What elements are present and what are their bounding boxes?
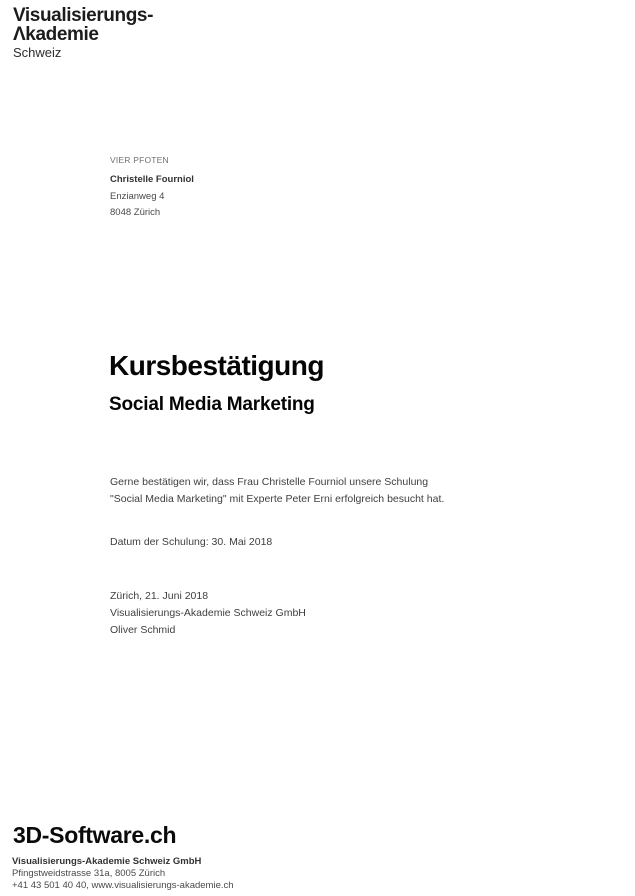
logo-line-2: Λkademie (13, 24, 99, 45)
footer-address: Pfingstweidstrasse 31a, 8005 Zürich (12, 868, 166, 879)
confirmation-line-1: Gerne bestätigen wir, dass Frau Christelle Fourniol unsere Schulung (110, 475, 429, 488)
recipient-name: Christelle Fourniol (110, 174, 194, 185)
company-logo (13, 6, 153, 60)
signature-block (110, 588, 306, 639)
recipient-city: 8048 Zürich (110, 207, 161, 218)
recipient-address-block (110, 155, 194, 223)
logo-country: Schweiz (13, 45, 62, 60)
footer-phone-web: +41 43 501 40 40, www.visualisierungs-akademie.ch (12, 880, 234, 891)
course-title: Social Media Marketing (109, 394, 315, 415)
recipient-street: Enzianweg 4 (110, 191, 165, 202)
recipient-organization: VIER PFOTEN (110, 155, 169, 165)
signature-signer: Oliver Schmid (110, 624, 176, 636)
footer-brand: 3D-Software.ch (13, 822, 177, 848)
signature-company: Visualisierungs-Akademie Schweiz GmbH (110, 607, 306, 619)
logo-line-1: Visualisierungs- (13, 5, 154, 26)
training-date-line: Datum der Schulung: 30. Mai 2018 (110, 536, 273, 548)
signature-place-date: Zürich, 21. Juni 2018 (110, 590, 209, 602)
footer-company-name: Visualisierungs-Akademie Schweiz GmbH (12, 856, 202, 867)
footer-contact-block (12, 856, 234, 892)
confirmation-line-2: "Social Media Marketing" mit Experte Peter Erni erfolgreich besucht hat. (110, 492, 445, 505)
document-title: Kursbestätigung (109, 350, 324, 381)
confirmation-paragraph (110, 474, 444, 508)
